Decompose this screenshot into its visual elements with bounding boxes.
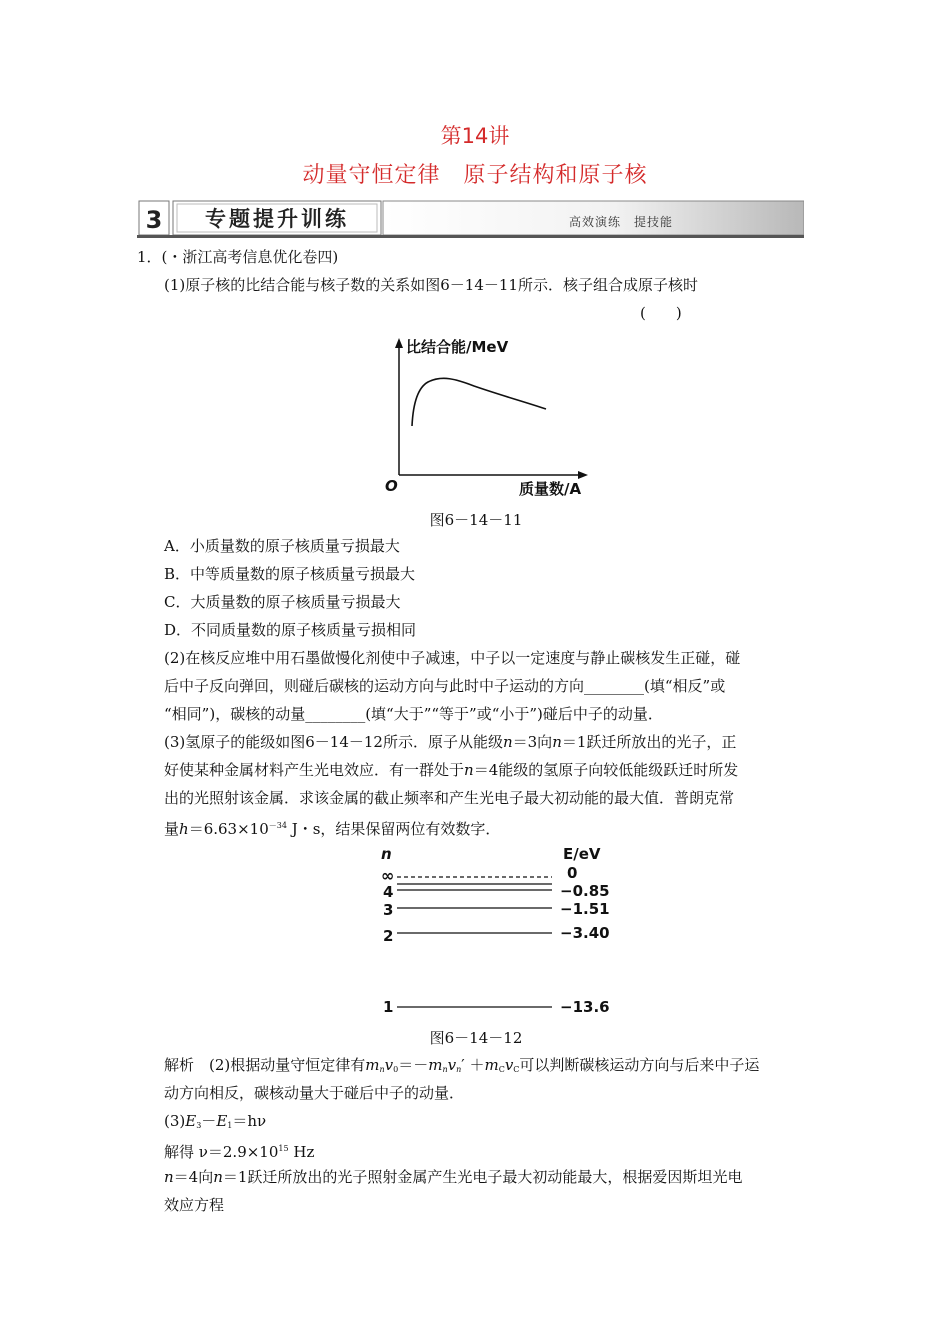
- svg-text:−13.6: −13.6: [560, 998, 610, 1016]
- part2-line-2: 后中子反向弹回，则碰后碳核的运动方向与此时中子运动的方向________(填“相反”或: [164, 677, 726, 695]
- question-intro: 1．(・浙江高考信息优化卷四): [137, 248, 339, 266]
- solution-line-5: n＝4向n＝1跃迁所放出的光子照射金属产生光电子最大初动能最大，根据爱因斯坦光电: [164, 1168, 743, 1186]
- binding-energy-chart: [370, 330, 610, 505]
- svg-text:2: 2: [383, 927, 394, 945]
- solution-line-4: 解得 $\nu=2.9\times 10^{15}$ Hz: [164, 1143, 315, 1161]
- lecture-topic: 动量守恒定律 原子结构和原子核: [302, 163, 648, 188]
- banner-slogan: 高效演练 提技能: [568, 215, 674, 229]
- option-a: A．小质量数的原子核质量亏损最大: [164, 537, 400, 555]
- section-banner: [137, 200, 804, 238]
- x-axis-arrow: [578, 471, 588, 479]
- svg-text:0: 0: [567, 864, 578, 882]
- part2-line-3: “相同”)，碳核的动量________(填“大于”“等于”或“小于”)碰后中子的动量．: [164, 705, 663, 723]
- figure-caption-12: 图6－14－12: [429, 1029, 523, 1047]
- banner-title: 专题提升训练: [205, 207, 349, 231]
- solution-line-6: 效应方程: [164, 1196, 225, 1214]
- svg-text:3: 3: [383, 901, 394, 919]
- svg-text:1: 1: [383, 998, 394, 1016]
- part3-line-3: 出的光照射该金属．求该金属的截止频率和产生光电子最大初动能的最大值．普朗克常: [164, 789, 735, 807]
- svg-text:4: 4: [383, 883, 394, 901]
- part3-line-2: 好使某种金属材料产生光电效应．有一群处于n＝4能级的氢原子向较低能级跃迁时所发: [164, 761, 739, 779]
- banner-number: 3: [145, 206, 163, 234]
- svg-text:−0.85: −0.85: [560, 882, 610, 900]
- binding-energy-curve: [412, 378, 546, 426]
- e-axis-label: E/eV: [563, 845, 601, 863]
- answer-bracket: ( ): [640, 304, 682, 322]
- option-b: B．中等质量数的原子核质量亏损最大: [164, 565, 416, 583]
- solution-line-3: $(3)E_3-E_1=h\nu$: [164, 1112, 267, 1130]
- svg-text:−1.51: −1.51: [560, 900, 610, 918]
- svg-text:−3.40: −3.40: [560, 924, 610, 942]
- part1-stem: (1)原子核的比结合能与核子数的关系如图6－14－11所示．核子组合成原子核时: [164, 276, 698, 294]
- n-axis-label: n: [381, 845, 392, 863]
- svg-text:∞: ∞: [381, 866, 395, 885]
- x-axis-label: 质量数/A: [519, 480, 582, 498]
- energy-level-1: [383, 998, 610, 1016]
- energy-level-inf: [381, 864, 577, 885]
- energy-level-2: [383, 924, 610, 945]
- solution-line-1: 解析 (2)根据动量守恒定律有$m_nv_0=-m_nv_n' +m_Cv_C$可以判断碳核运动方向与后来中子运: [164, 1056, 760, 1074]
- origin-label: O: [385, 477, 398, 495]
- option-c: C．大质量数的原子核质量亏损最大: [164, 593, 401, 611]
- part2-line-1: (2)在核反应堆中用石墨做慢化剂使中子减速，中子以一定速度与静止碳核发生正碰，碰: [164, 649, 741, 667]
- energy-level-diagram: [375, 845, 615, 1020]
- y-axis-arrow: [395, 338, 403, 348]
- part3-line-1: (3)氢原子的能级如图6－14－12所示．原子从能级n＝3向n＝1跃迁所放出的光子，正: [164, 733, 737, 751]
- figure-caption-11: 图6－14－11: [429, 511, 523, 529]
- energy-level-3: [383, 900, 610, 919]
- solution-line-2: 动方向相反，碳核动量大于碰后中子的动量．: [164, 1084, 465, 1102]
- lecture-number: 第14讲: [440, 124, 510, 148]
- energy-level-4: [383, 882, 610, 901]
- y-axis-label: 比结合能/MeV: [406, 338, 509, 356]
- option-d: D．不同质量数的原子核质量亏损相同: [164, 621, 417, 639]
- part3-line-4: 量$h=6.63\times 10^{-34}$ J・s，结果保留两位有效数字．: [164, 820, 501, 838]
